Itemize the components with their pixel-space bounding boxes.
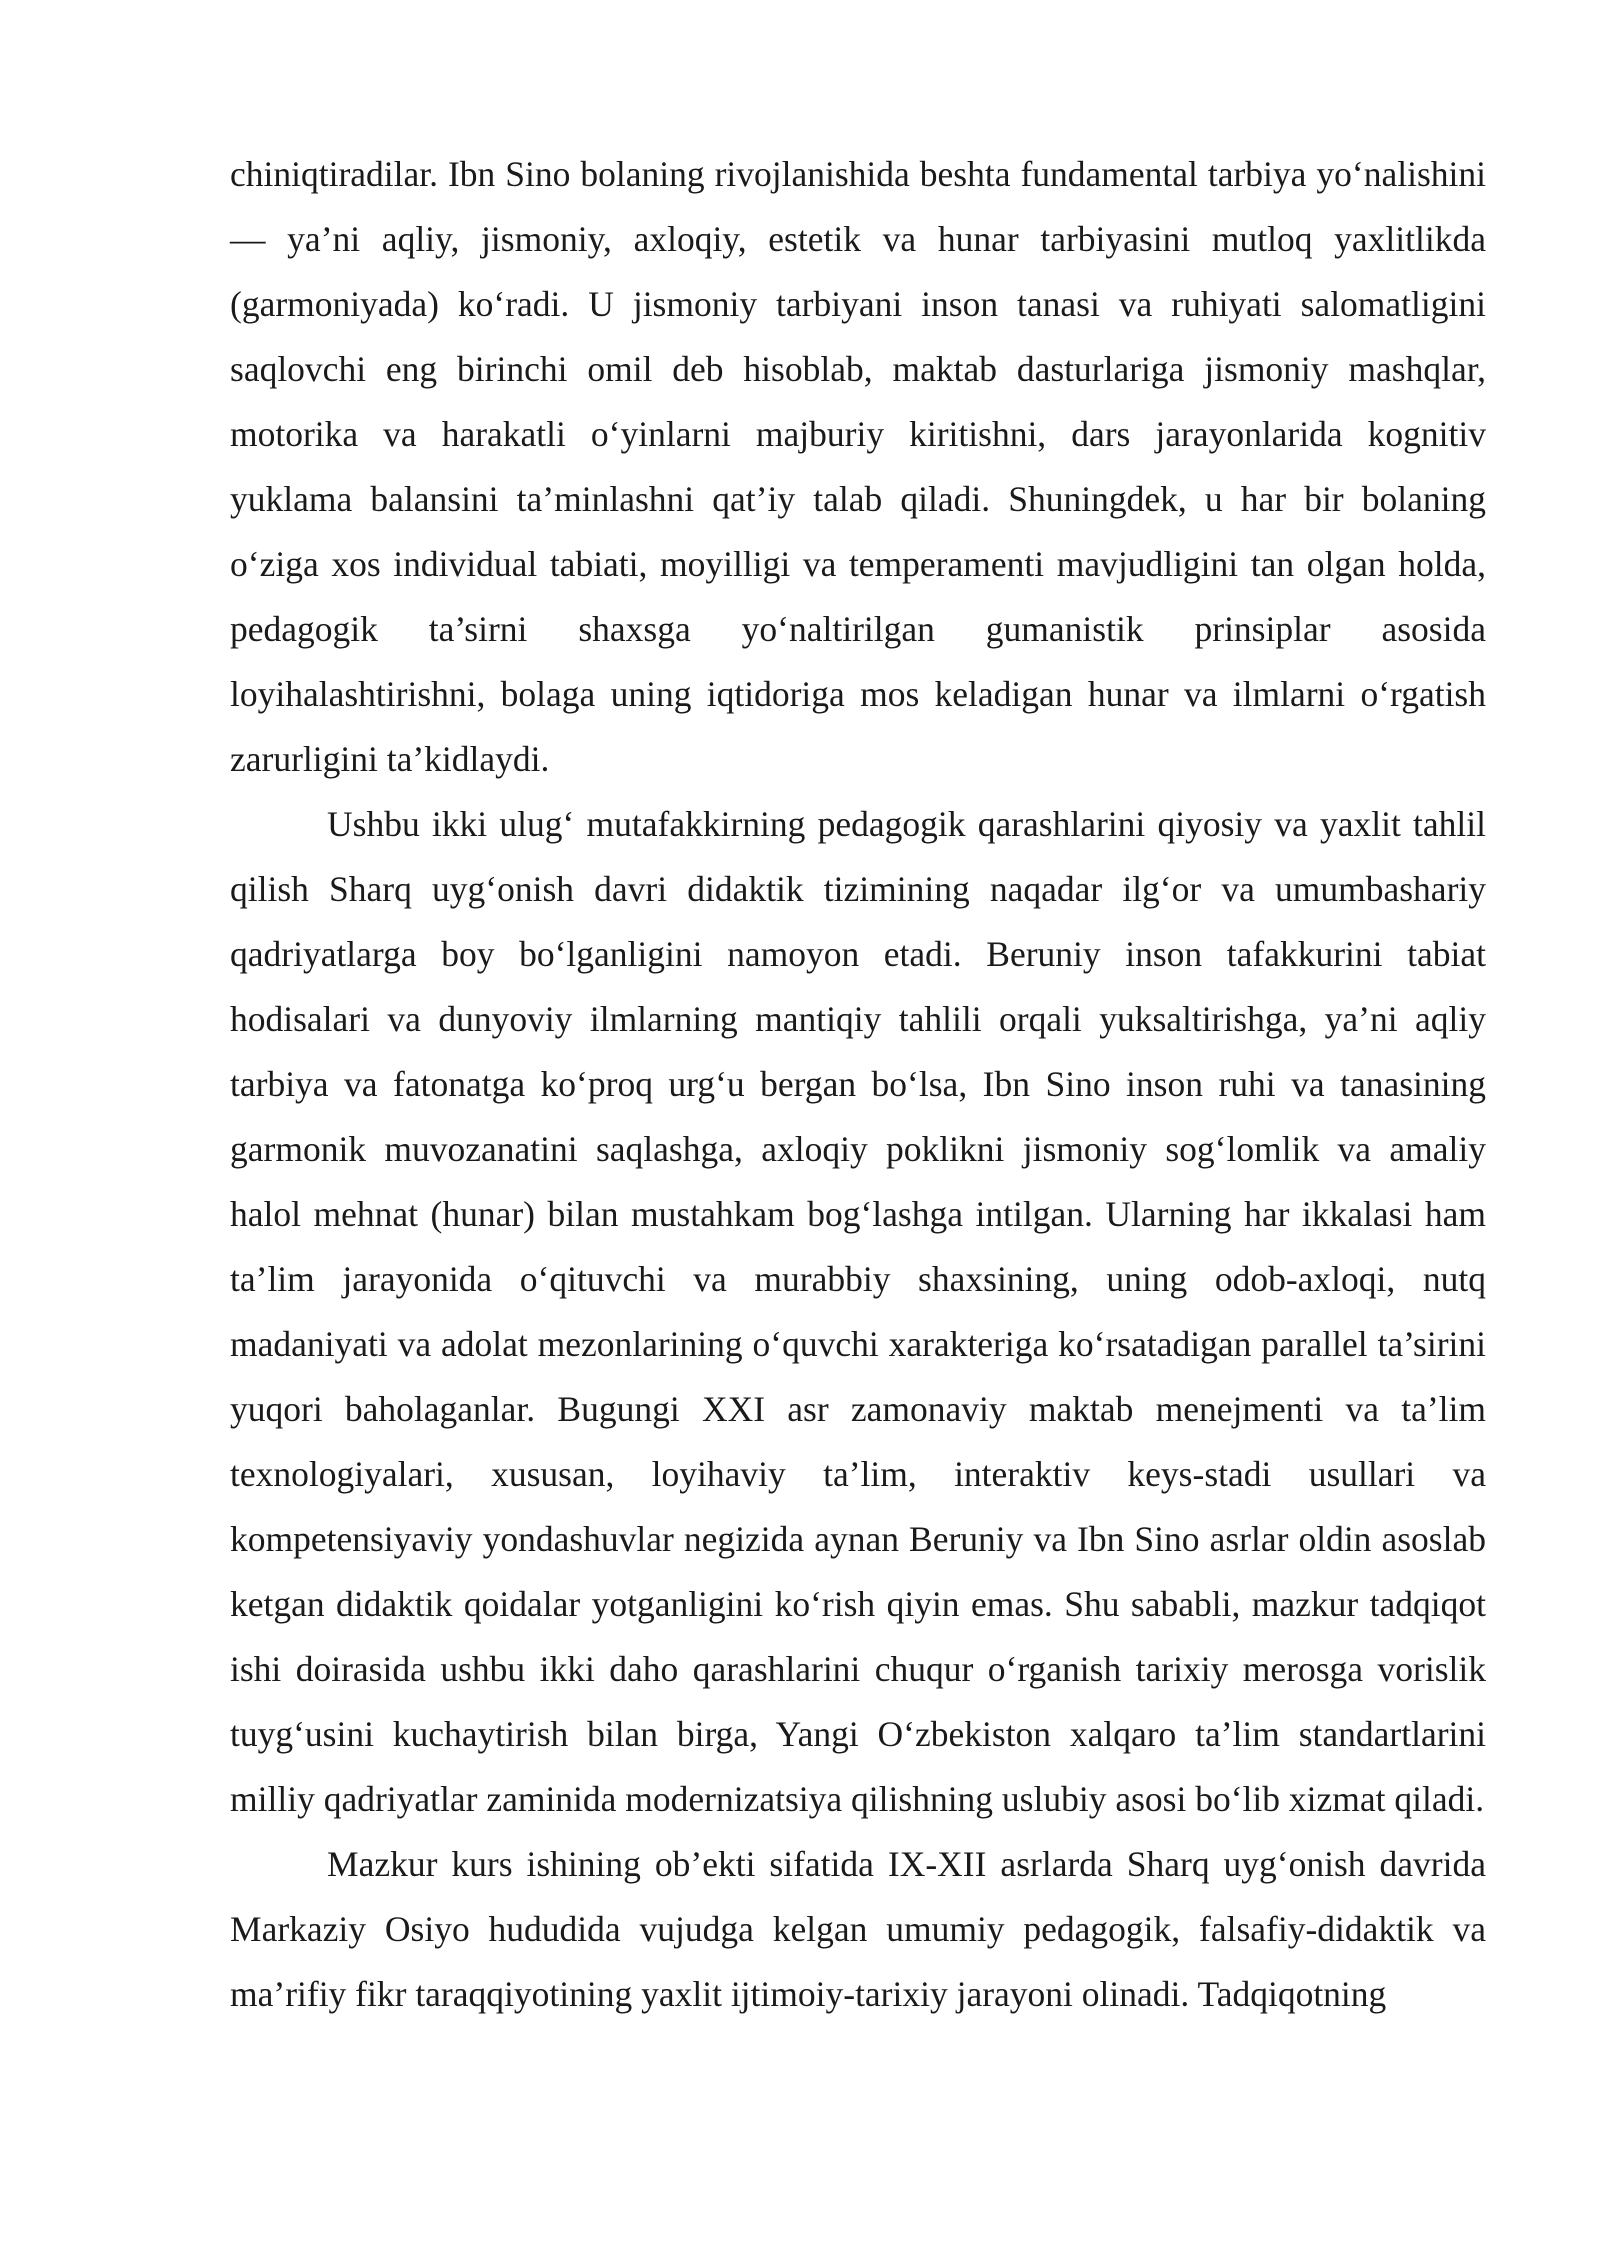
paragraph-comparison: Ushbu ikki ulug‘ mutafakkirning pedagogik qarashlarini qiyosiy va yaxlit tahlil qilish Sharq uyg‘onish davri didaktik tizimining naqadar ilg‘or va umumbashariy qadriyatlarga boy bo‘lganligini namoyon etadi. Beruniy inson tafakkurini tabiat hodisalari va dunyoviy ilmlarning mantiqiy tahlili orqali yuksaltirishga, ya’ni aqliy tarbiya va fatonatga ko‘proq urg‘u bergan bo‘lsa, Ibn Sino inson ruhi va tanasining garmonik muvozanatini saqlashga, axloqiy poklikni jismoniy sog‘lomlik va amaliy halol mehnat (hunar) bilan mustahkam bog‘lashga intilgan. Ularning har ikkalasi ham ta’lim jarayonida o‘qituvchi va murabbiy shaxsining, uning odob-axloqi, nutq madaniyati va adolat mezonlarining o‘quvchi xarakteriga ko‘rsatadigan parallel ta’sirini yuqori baholaganlar. Bugungi XXI asr zamonaviy maktab menejmenti va ta’lim texnologiyalari, xususan, loyihaviy ta’lim, interaktiv keys-stadi usullari va kompetensiyaviy yondashuvlar negizida aynan Beruniy va Ibn Sino asrlar oldin asoslab ketgan didaktik qoidalar yotganligini ko‘rish qiyin emas. Shu sababli, mazkur tadqiqot ishi doirasida ushbu ikki daho qarashlarini chuqur o‘rganish tarixiy merosga vorislik tuyg‘usini kuchaytirish bilan birga, Yangi O‘zbekiston xalqaro ta’lim standartlarini milliy qadriyatlar zaminida modernizatsiya qilishning uslubiy asosi bo‘lib xizmat qiladi. [230, 804, 1486, 1819]
paragraph-continuation: chiniqtiradilar. Ibn Sino bolaning rivojlanishida beshta fundamental tarbiya yo‘nalishini — ya’ni aqliy, jismoniy, axloqiy, estetik va hunar tarbiyasini mutloq yaxlitlikda (garmoniyada) ko‘radi. U jismoniy tarbiyani inson tanasi va ruhiyati salomatligini saqlovchi eng birinchi omil deb hisoblab, maktab dasturlariga jismoniy mashqlar, motorika va harakatli o‘yinlarni majburiy kiritishni, dars jarayonlarida kognitiv yuklama balansini ta’minlashni qat’iy talab qiladi. Shuningdek, u har bir bolaning o‘ziga xos individual tabiati, moyilligi va temperamenti mavjudligini tan olgan holda, pedagogik ta’sirni shaxsga yo‘naltirilgan gumanistik prinsiplar asosida loyihalashtirishni, bolaga uning iqtidoriga mos keladigan hunar va ilmlarni o‘rgatish zarurligini ta’kidlaydi. [230, 154, 1486, 779]
paragraph-research-object: Mazkur kurs ishining ob’ekti sifatida IX-XII asrlarda Sharq uyg‘onish davrida Markaziy Osiyo hududida vujudga kelgan umumiy pedagogik, falsafiy-didaktik va ma’rifiy fikr taraqqiyotining yaxlit ijtimoiy-tarixiy jarayoni olinadi. Tadqiqotning [230, 1844, 1486, 2014]
document-page [230, 142, 1486, 2027]
